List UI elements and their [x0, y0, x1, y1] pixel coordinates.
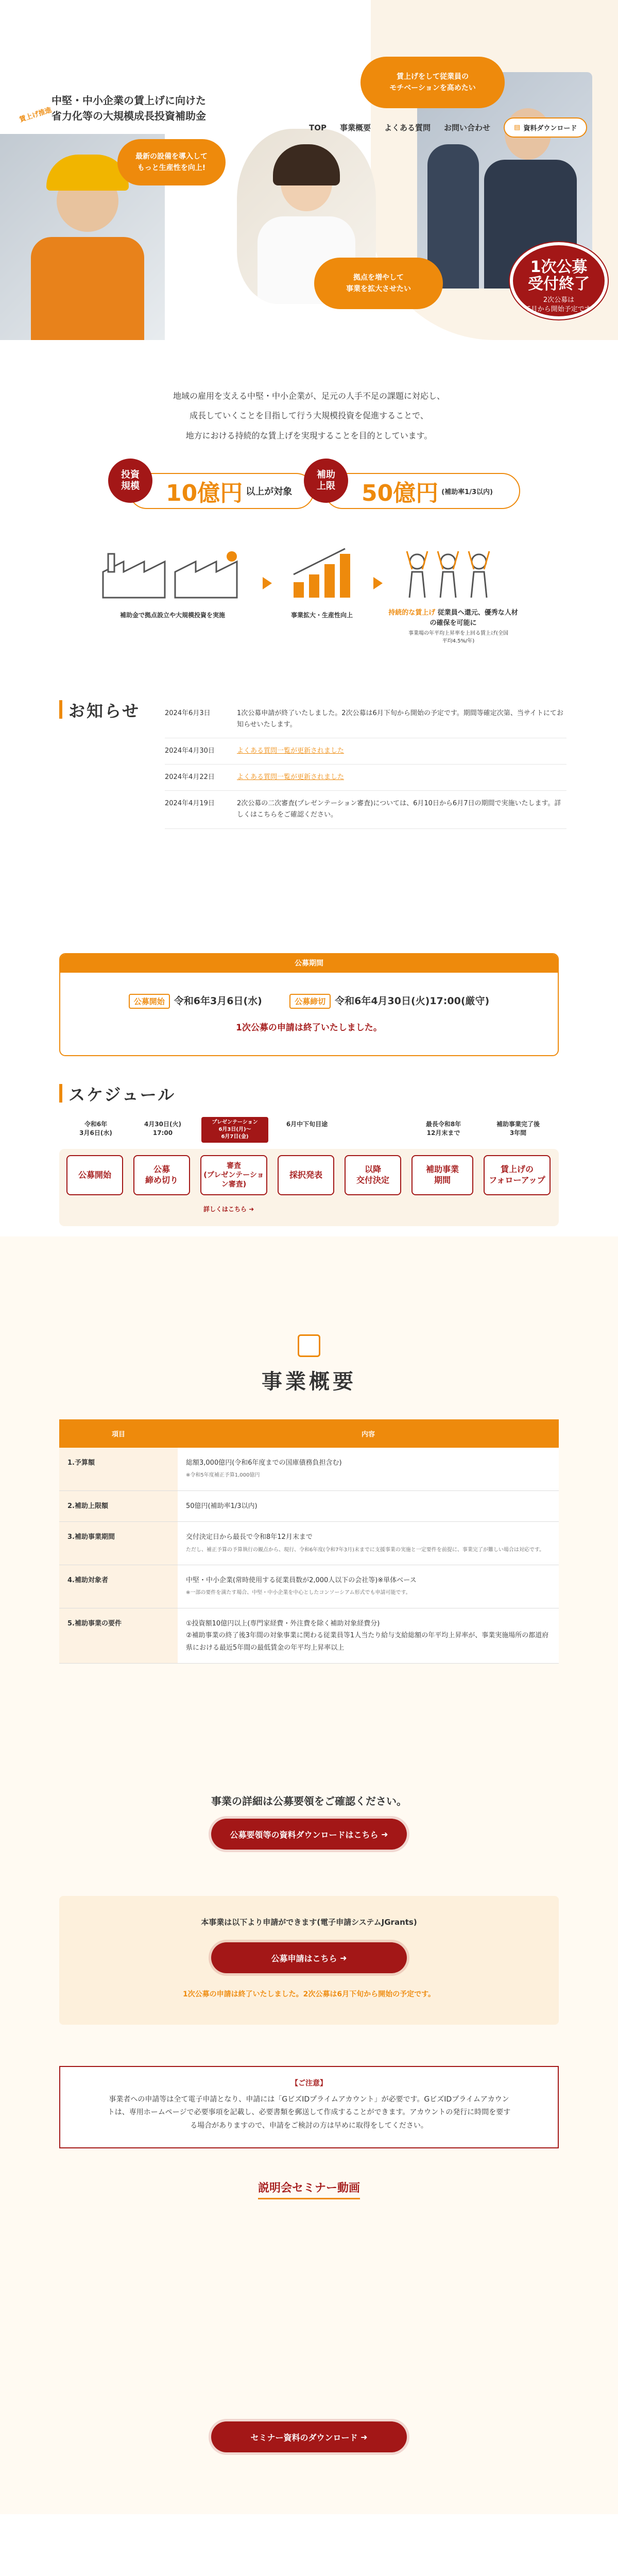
seminar-button-label: セミナー資料のダウンロード: [250, 2432, 358, 2443]
table-row: [59, 1565, 559, 1608]
news-text: 2次公募の二次審査(プレゼンテーション審査)については、6月10日から6月7日の期間で実施いたします。詳しくはこちらをご確認ください。: [237, 800, 561, 819]
news-link[interactable]: よくある質問一覧が更新されました: [237, 773, 345, 782]
overview-title: 事業概要: [262, 1370, 356, 1394]
news-list: [165, 701, 566, 829]
subsidy-limit-box: [324, 473, 520, 509]
row-key: 2.補助上限額: [59, 1490, 178, 1521]
hero-bubble-2: 賃上げをして従業員の モチベーションを高めたい: [360, 57, 505, 108]
period-header: 公募期間: [60, 954, 558, 973]
row-value-note: ※令和5年度補正予算1,000億円: [186, 1472, 260, 1479]
download-button[interactable]: [504, 117, 587, 138]
detail-note: 事業の詳細は公募要領をご確認ください。: [211, 1795, 407, 1807]
schedule-timeline: [59, 1120, 559, 1226]
table-row: [59, 1448, 559, 1490]
hero-title: [52, 93, 206, 124]
period-end: 令和6年4月30日(火)17:00(厳守): [335, 995, 490, 1007]
hero-title-line2: 省力化等の大規模成長投資補助金: [52, 110, 206, 122]
news-date: 2024年4月30日: [165, 747, 215, 755]
badge-main-text: 1次公募 受付終了: [528, 258, 590, 293]
news-item: [165, 791, 566, 828]
nav-item-top[interactable]: TOP: [309, 123, 327, 132]
document-icon: ▤: [514, 124, 521, 131]
arrow-right-icon: ➜: [340, 1953, 347, 1963]
schedule-step: [484, 1121, 551, 1195]
row-key: 4.補助対象者: [59, 1565, 178, 1608]
row-value: [178, 1565, 559, 1608]
row-value-text: 交付決定日から最長で令和8年12月末まで: [186, 1533, 313, 1541]
investment-scale-unit: 以上が対象: [246, 486, 293, 497]
step-2-label: 事業拡大・生産性向上: [290, 612, 353, 619]
schedule-date: 4月30日(火) 17:00: [144, 1121, 182, 1137]
schedule-step: [133, 1121, 190, 1195]
row-value: [178, 1522, 559, 1565]
news-item: [165, 701, 566, 738]
apply-note: 1次公募の申請は終了いたしました。2次公募は6月下旬から開始の予定です。: [182, 1990, 436, 1998]
schedule-more-label: 詳しくはこちら: [203, 1206, 247, 1213]
seminar-title-text: 説明会セミナー動画: [258, 2182, 360, 2199]
schedule-more-link[interactable]: [203, 1205, 254, 1213]
bar-growth-icon: [288, 546, 355, 603]
apply-button[interactable]: [211, 1942, 407, 1973]
row-value-note: ※一部の要件を満たす場合、中堅・中小企業を中心としたコンソーシアム形式でも申請可能です。: [186, 1590, 411, 1596]
news-item: [165, 765, 566, 791]
schedule-date: 6月中下旬目途: [286, 1121, 328, 1128]
subsidy-limit-unit: (補助率1/3以内): [441, 488, 493, 496]
guideline-button-label: 公募要領等の資料ダウンロードはこちら: [230, 1829, 379, 1840]
row-key: 5.補助事業の要件: [59, 1608, 178, 1663]
jgrants-box: [59, 1896, 559, 2025]
nav-item-faq[interactable]: よくある質問: [384, 123, 431, 132]
download-button-label: 資料ダウンロード: [523, 125, 577, 132]
news-title: お知らせ: [59, 698, 140, 722]
arrow-circle-icon: ➜: [249, 1206, 254, 1213]
document-icon: [298, 1334, 320, 1357]
schedule-step-label: 補助事業 期間: [425, 1164, 459, 1185]
jgrants-note: 本事業は以下より申請ができます(電子申請システムJGrants): [201, 1918, 417, 1927]
schedule-step-label: 公募 締め切り: [145, 1164, 178, 1185]
row-key: 1.予算額: [59, 1448, 178, 1490]
subsidy-limit-value: 50億円: [362, 480, 439, 506]
intro-line-3: 地方における持続的な賃上げを実現することを目的としています。: [185, 430, 433, 440]
overview-table: [59, 1419, 559, 1664]
subsidy-limit-pill: [304, 459, 520, 520]
schedule-step-label: 採択発表: [289, 1170, 322, 1180]
schedule-step: [66, 1121, 123, 1195]
intro-line-2: 成長していくことを目指して行う大規模投資を促進することで、: [190, 411, 428, 421]
nav-item-overview[interactable]: 事業概要: [339, 123, 371, 132]
news-text: 1次公募申請が終了いたしました。2次公募は6月下旬から開始の予定です。期間等確定次第、当サイトにてお知らせいたします。: [237, 709, 563, 729]
schedule-date-highlight: プレゼンテーション 6月3日(月)〜 6月7日(金): [201, 1117, 268, 1143]
hero-bubble-3: 拠点を増やして 事業を拡大させたい: [314, 258, 443, 309]
row-value-note: ただし、補正予算の予算執行の観点から、現行、令和6年度(令和7年3月)末までに支援事業の実施と一定要件を前提に、事業完了が難しい場合は対応です。: [186, 1547, 545, 1553]
step-3-note: 事業場の年平均上昇率を上回る賃上げ(全国平均4.5%/年): [408, 631, 508, 644]
seminar-title: [0, 2179, 618, 2195]
news-item: [165, 738, 566, 765]
schedule-step-label: 賃上げの フォローアップ: [489, 1164, 545, 1185]
period-note: 1次公募の申請は終了いたしました。: [236, 1023, 382, 1033]
overview-header-item: 項目: [59, 1419, 178, 1448]
hero-bubble-1: 最新の設備を導入して もっと生産性を向上!: [117, 139, 226, 185]
worker-body: [31, 237, 144, 340]
arrow-right-icon: [373, 577, 383, 589]
table-row: [59, 1608, 559, 1663]
row-value-text: ①投資額10億円以上(専門家経費・外注費を除く補助対象経費分) ②補助事業の終了後3年間の対象事業に関わる従業員等1人当たり給与支給総額の年平均上昇率が、事業実施場所の都道府県における最近5年間の最低賃金の年平均上昇率以上: [186, 1619, 549, 1652]
factory-icon: [98, 546, 252, 603]
row-key: 3.補助事業期間: [59, 1522, 178, 1565]
hero-badge: 賃上げ推進: [18, 106, 53, 124]
people-cheer-icon: [397, 546, 500, 603]
caution-box: [59, 2066, 559, 2148]
faq-curved-panel: [0, 2514, 618, 2576]
schedule-title: スケジュール: [59, 1082, 176, 1106]
nav-item-contact[interactable]: お問い合わせ: [444, 123, 491, 132]
arrow-right-icon: ➜: [381, 1829, 388, 1839]
main-nav: [309, 117, 587, 138]
news-date: 2024年6月3日: [165, 709, 211, 717]
woman-hair: [273, 144, 340, 185]
schedule-step-label: 審査 (プレゼンテーション審査): [203, 1161, 264, 1189]
intro-line-1: 地域の雇用を支える中堅・中小企業が、足元の人手不足の課題に対応し、: [173, 391, 445, 401]
row-value: [178, 1608, 559, 1663]
schedule-date: 令和6年 3月6日(水): [79, 1121, 112, 1137]
intro-text: [0, 386, 618, 446]
schedule-step-label: 以降 交付決定: [356, 1164, 389, 1185]
step-3-sub: 従業員へ還元、優秀な人材の確保を可能に: [430, 609, 518, 627]
schedule-date: 補助事業完了後 3年間: [496, 1121, 540, 1137]
row-value: [178, 1448, 559, 1490]
apply-button-label: 公募申請はこちら: [271, 1953, 337, 1963]
period-end-tag: 公募締切: [289, 994, 331, 1009]
investment-scale-box: [129, 473, 314, 509]
schedule-step-label: 公募開始: [78, 1170, 111, 1180]
step-3-main: 持続的な賃上げ: [388, 609, 436, 617]
table-row: [59, 1522, 559, 1565]
first-round-closed-badge: [510, 242, 608, 319]
badge-sub-text: 2次公募は 6月から開始予定です: [526, 296, 591, 314]
subsidy-limit-label: 補助 上限: [304, 459, 348, 503]
schedule-step: [278, 1121, 334, 1195]
arrow-right-icon: [263, 577, 272, 589]
arrow-right-icon: ➜: [360, 2432, 368, 2442]
seminar-download-button[interactable]: [211, 2421, 407, 2452]
row-value-text: 50億円(補助率1/3以内): [186, 1502, 258, 1510]
investment-scale-value: 10億円: [166, 480, 243, 506]
caution-title: 【ご注意】: [291, 2079, 327, 2088]
step-3-label: [386, 608, 520, 628]
schedule-step: [200, 1120, 267, 1195]
period-dates: [60, 993, 558, 1009]
news-link[interactable]: よくある質問一覧が更新されました: [237, 747, 345, 755]
schedule-step: [411, 1121, 473, 1195]
hero-title-line1: 中堅・中小企業の賃上げに向けた: [52, 94, 206, 107]
caution-text: 事業者への申請等は全て電子申請となり、申請には「GビズIDプライムアカウント」が必要です。GビズIDプライムアカウントは、専用ホームページで必要事項を記載し、必要書類を郵送して作成することができます。アカウントの発行に時間を要する場合がありますので、申請をご検討の方は早めに取得をしてください。: [107, 2095, 511, 2130]
helmet-icon: [46, 155, 129, 191]
hero-section: [0, 0, 618, 340]
period-start: 令和6年3月6日(水): [174, 995, 262, 1007]
row-value: [178, 1490, 559, 1521]
news-date: 2024年4月22日: [165, 773, 215, 782]
overview-header-content: 内容: [178, 1419, 559, 1448]
investment-scale-pill: [108, 459, 314, 520]
schedule-date: 最長令和8年 12月末まで: [425, 1121, 461, 1137]
schedule-step: [345, 1155, 401, 1195]
row-value-text: 総額3,000億円(令和6年度までの国庫債務負担含む): [186, 1459, 342, 1467]
step-1-label: 補助金で拠点設立や大規模投資を実施: [119, 612, 225, 619]
growth-steps: [93, 546, 536, 644]
investment-scale-label: 投資 規模: [108, 459, 152, 503]
period-start-tag: 公募開始: [129, 994, 170, 1009]
guideline-download-button[interactable]: [211, 1819, 407, 1850]
application-period-box: [59, 953, 559, 1056]
table-row: [59, 1490, 559, 1521]
row-value-text: 中堅・中小企業(常時使用する従業員数が2,000人以下の会社等)※単体ベース: [186, 1576, 417, 1584]
news-date: 2024年4月19日: [165, 800, 215, 808]
